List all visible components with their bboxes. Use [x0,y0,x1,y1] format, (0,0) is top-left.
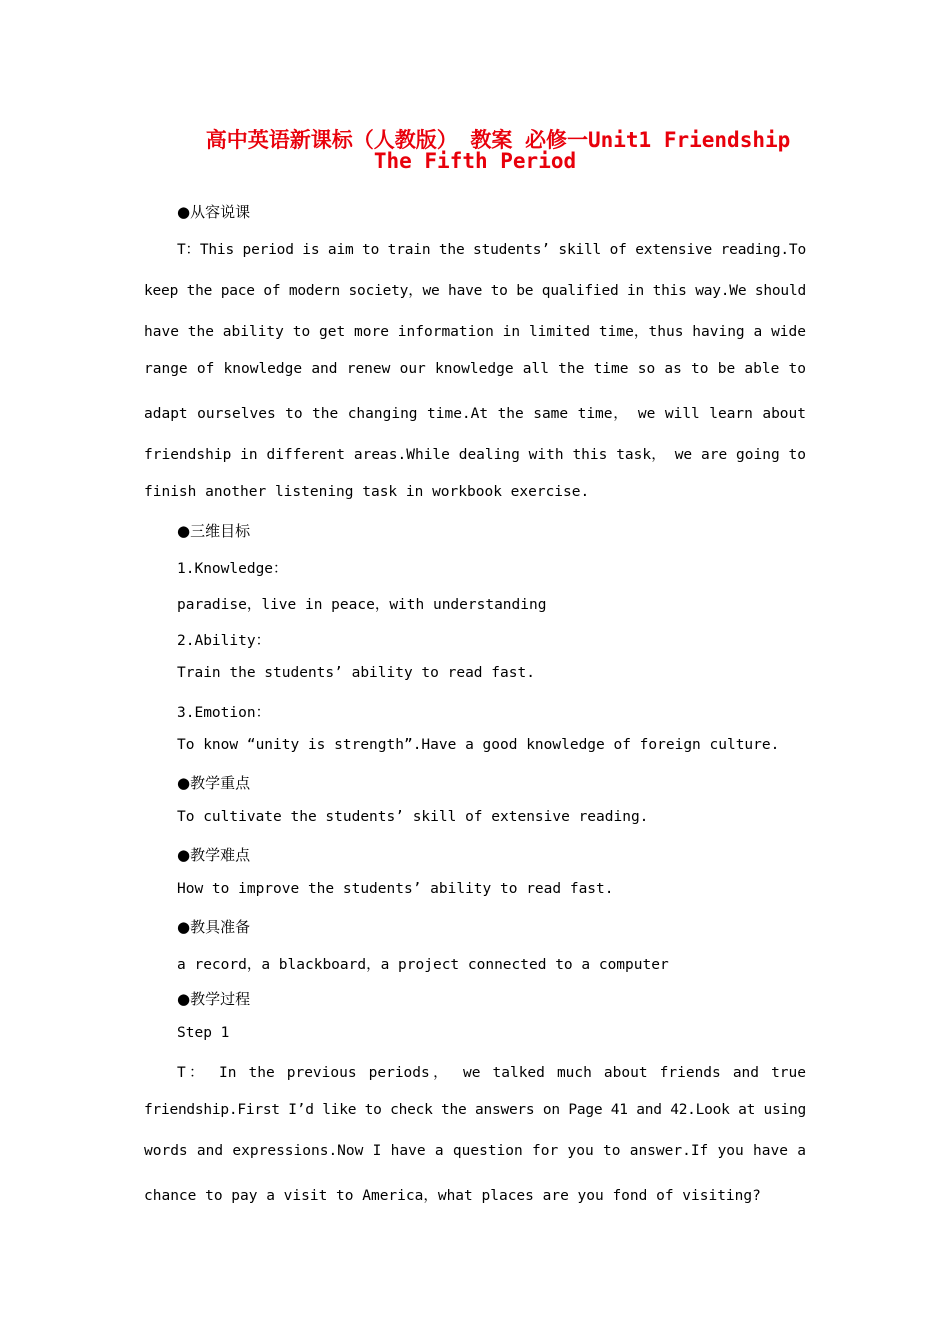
document-subtitle: The Fifth Period [373,149,577,173]
paragraph-line: adapt ourselves to the changing time.At the same time， we will learn about [144,406,806,422]
document-title: 高中英语新课标（人教版） 教案 必修一Unit1 Friendship [205,128,791,152]
paragraph-line: have the ability to get more information in limited time，thus having a wide [144,324,806,340]
emotion-label: 3.Emotion： [177,705,271,721]
ability-text: Train the students’ ability to read fast. [177,665,535,681]
emotion-text: To know “unity is strength”.Have a good knowledge of foreign culture. [177,737,780,753]
section-heading-tools: ●教具准备 [177,918,251,936]
paragraph-line: finish another listening task in workbook exercise. [144,484,590,500]
ability-label: 2.Ability： [177,633,271,649]
section-heading-goals: ●三维目标 [177,522,251,540]
paragraph-line: chance to pay a visit to America，what places are you fond of visiting? [144,1188,761,1204]
section-heading-process: ●教学过程 [177,990,251,1008]
step-label: Step 1 [177,1025,230,1041]
knowledge-label: 1.Knowledge： [177,561,288,577]
paragraph-line: friendship.First I’d like to check the answers on Page 41 and 42.Look at using [144,1102,806,1118]
paragraph-line: friendship in different areas.While dealing with this task， we are going to [144,447,806,463]
section-heading-intro: ●从容说课 [177,203,251,221]
difficulties-text: How to improve the students’ ability to read fast. [177,881,614,897]
key-points-text: To cultivate the students’ skill of extensive reading. [177,809,649,825]
paragraph-line: range of knowledge and renew our knowledge all the time so as to be able to [144,361,806,377]
section-heading-key-points: ●教学重点 [177,774,251,792]
tools-text: a record，a blackboard，a project connected to a computer [177,957,669,973]
knowledge-text: paradise，live in peace，with understanding [177,597,547,613]
paragraph-line: T：This period is aim to train the students’ skill of extensive reading.To [177,242,806,258]
paragraph-line: words and expressions.Now I have a question for you to answer.If you have a [144,1143,806,1159]
paragraph-line: T： In the previous periods， we talked much about friends and true [177,1065,806,1081]
paragraph-line: keep the pace of modern society，we have to be qualified in this way.We should [144,283,806,299]
section-heading-difficulties: ●教学难点 [177,846,251,864]
